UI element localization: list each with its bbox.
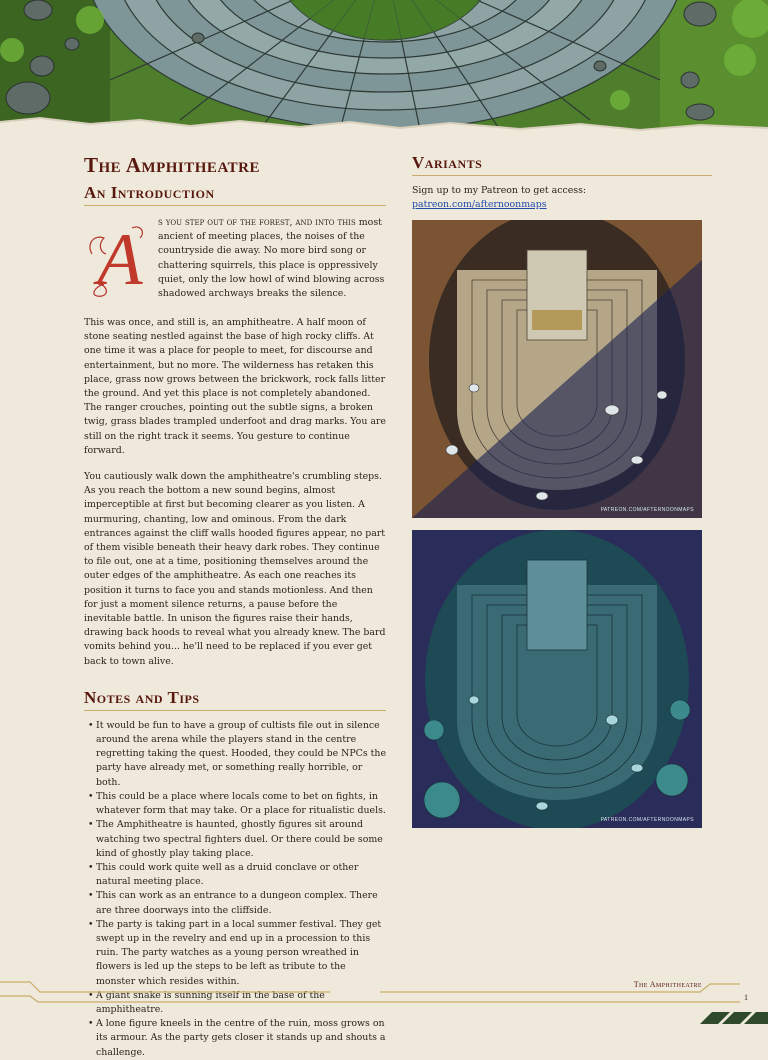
list-item: • This could work quite well as a druid conclave or other natural meeting place.: [84, 861, 386, 889]
list-item: • A giant snake is sunning itself in the base of the amphitheatre.: [84, 989, 386, 1017]
list-item: • This could be a place where locals come to bet on fights, in whatever form that may take. Or a place for ritualistic duels.: [84, 790, 386, 818]
variants-heading: Variants: [412, 152, 712, 176]
intro-heading: An Introduction: [84, 182, 386, 206]
right-column: [412, 152, 712, 828]
variants-text: [412, 184, 712, 212]
list-item: • The party is taking part in a local summer festival. They get swept up in the revelry and end up in a procession to this ruin. The party watches as a young person wreathed in flowers is led up the steps to be left as tribute to the monster which resides within.: [84, 918, 386, 989]
notes-heading: Notes and Tips: [84, 687, 386, 711]
patreon-link[interactable]: patreon.com/afternoonmaps: [412, 199, 547, 210]
body-paragraph-2: You cautiously walk down the amphitheatre's crumbling steps. As you reach the bottom a new sound begins, almost imperceptible at first but becoming clearer as you listen. A murmuring, chanting, low and ominous. From the dark entrances against the cliff walls hooded figures appear, no part of them visible beneath their heavy dark robes. They continue to file out, one at a time, positioning themselves around the outer edges of the amphitheatre. As each one reaches its position it turns to face you and stands motionless. And then for just a moment silence returns, a pause before the inevitable battle. In unison the figures raise their hands, drawing back hoods to reveal what you already knew. The bard vomits behind you... he'll need to be replaced if you ever get back to town alive.: [84, 471, 386, 667]
map-variant-night: [412, 530, 702, 828]
variants-label: Sign up to my Patreon to get access:: [412, 185, 587, 196]
page-number: 1: [744, 993, 748, 1002]
svg-text:A: A: [97, 219, 143, 300]
list-item: • This can work as an entrance to a dungeon complex. There are three doorways into the cliffside.: [84, 889, 386, 917]
list-item: • The Amphitheatre is haunted, ghostly figures sit around watching two spectral fighters duel. Or there could be some kind of ghostly play taking place.: [84, 818, 386, 861]
intro-paragraph: [158, 216, 386, 301]
map-credit-label: PATREON.COM/AFTERNOONMAPS: [600, 507, 694, 513]
list-item: • It would be fun to have a group of cultists file out in silence around the arena while the players stand in the centre regretting taking the quest. Hooded, they could be NPCs the party have already met, or something really horrible, or both.: [84, 719, 386, 790]
drop-cap-letter: [84, 214, 156, 300]
page-title: The Amphitheatre: [84, 153, 260, 177]
list-item: • A lone figure kneels in the centre of the ruin, moss grows on its armour. As the party gets closer it stands up and shouts a challenge.: [84, 1017, 386, 1060]
left-column: [84, 152, 386, 1060]
torn-paper-edge: [0, 108, 768, 138]
footer-title: The Amphitheatre: [633, 980, 702, 989]
intro-section: [84, 216, 386, 304]
body-paragraph-1: This was once, and still is, an amphitheatre. A half moon of stone seating nestled against the base of high rocky cliffs. At one time it was a place for people to meet, for discourse and entertainment, but no more. The wilderness has retaken this place, grass now grows between the brickwork, rock falls litter the ground. And yet this place is not completely abandoned. The ranger crouches, pointing out the subtle signs, a broken twig, grass blades trampled underfoot and drag marks. You are still on the right track it seems. You gesture to continue forward.: [84, 317, 386, 456]
map-credit-label: PATREON.COM/AFTERNOONMAPS: [600, 817, 694, 823]
intro-first-line: s you step out of the forest, and into this: [158, 217, 356, 228]
map-variant-day-night: [412, 220, 702, 518]
intro-rest: most ancient of meeting places, the noises of the countryside die away. No more bird song or chattering squirrels, this place is oppressively quiet, only the low howl of wind blowing across shadowed archways breaks the silence.: [158, 217, 385, 300]
